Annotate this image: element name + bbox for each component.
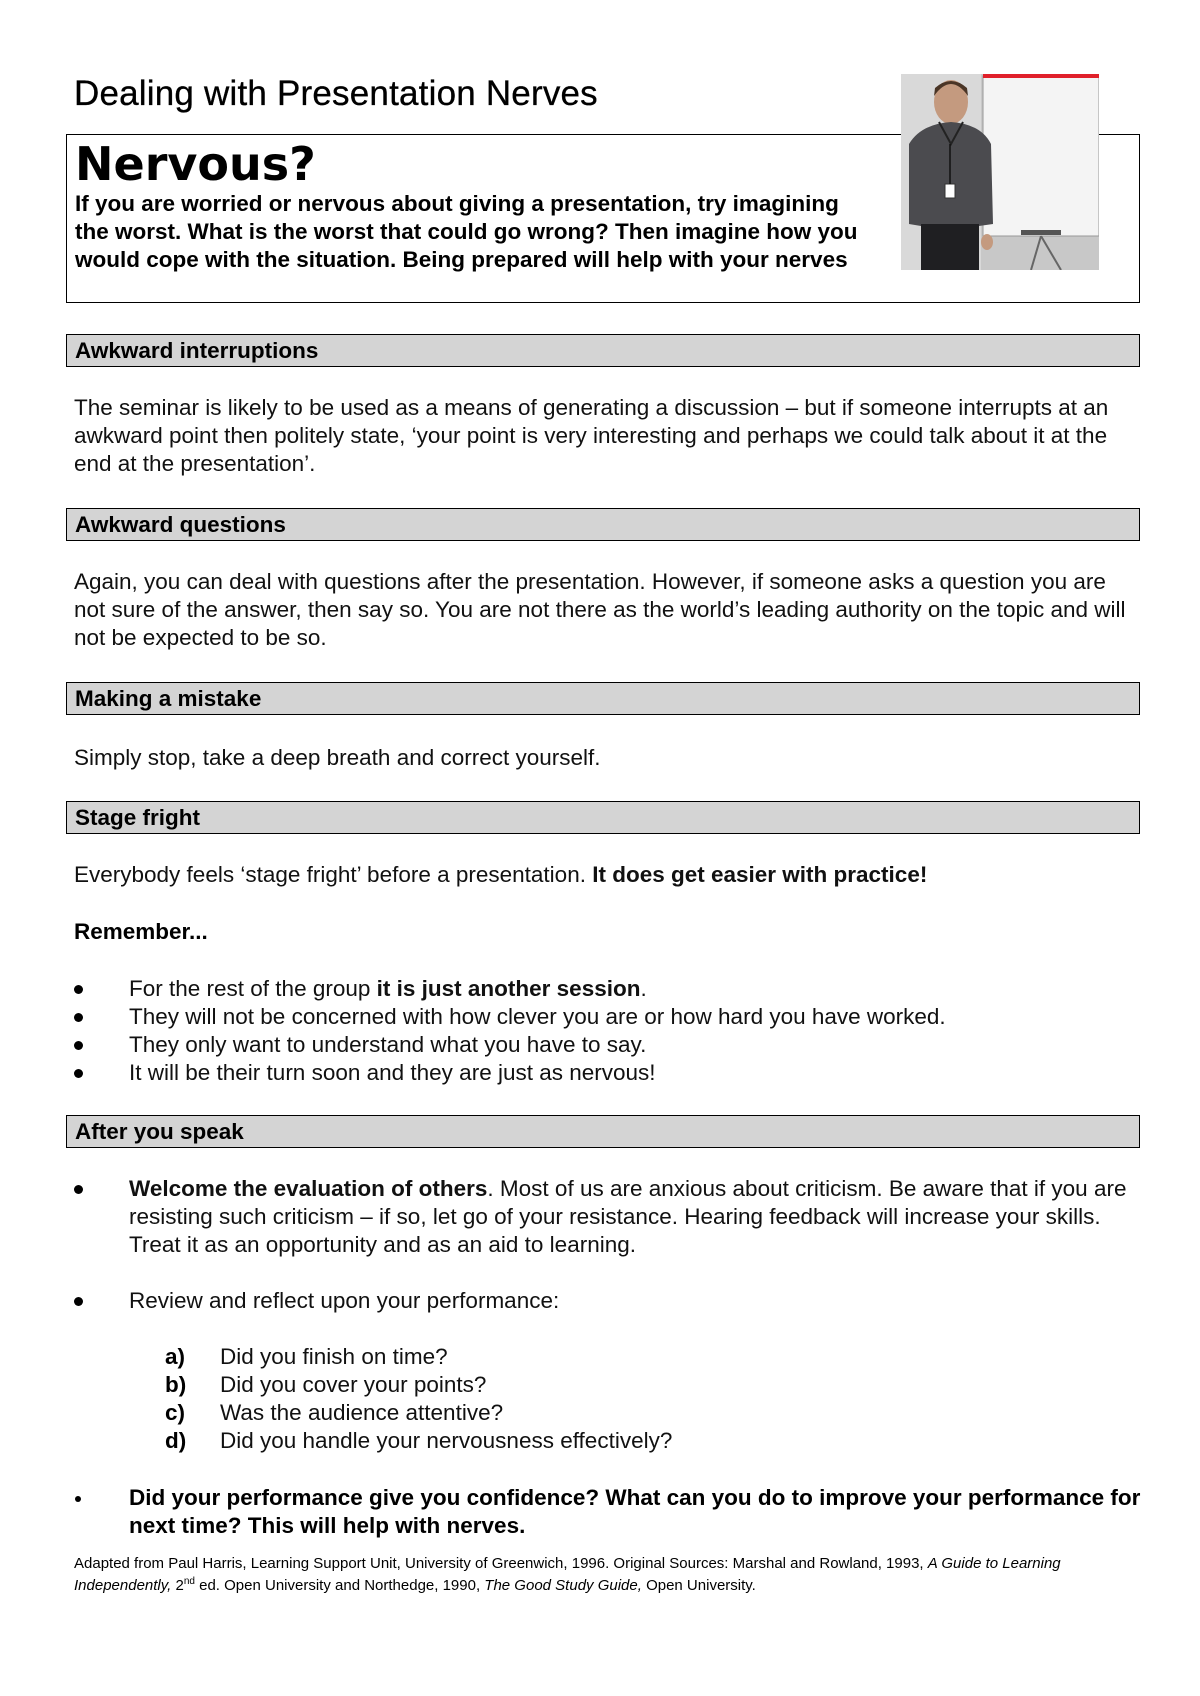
after-bullet-1 [74, 1175, 1144, 1259]
item-letter: c) [165, 1400, 186, 1425]
section-body-stage-fright [74, 861, 1134, 889]
after-bullet-2 [74, 1287, 1144, 1315]
list-item [74, 1287, 1144, 1315]
item-text: Did you cover your points? [220, 1372, 487, 1397]
item-letter: b) [165, 1372, 187, 1397]
item-text: Did you finish on time? [220, 1344, 448, 1369]
list-item [74, 1059, 1144, 1087]
section-header-interruptions [66, 334, 1140, 367]
bullet-text: They will not be concerned with how clever you are or how hard you have worked. [129, 1004, 946, 1029]
list-item [74, 1175, 1144, 1259]
section-heading: Stage fright [75, 805, 201, 830]
bullet-text: For the rest of the group [129, 976, 377, 1001]
bullet-icon [74, 1297, 83, 1306]
bullet-text-after: . [640, 976, 647, 1001]
list-item [74, 975, 1144, 1003]
bullet-icon [74, 985, 83, 994]
list-item [165, 1371, 672, 1399]
section-heading: Making a mistake [75, 686, 262, 711]
review-questions-list [165, 1343, 672, 1455]
section-body-questions: Again, you can deal with questions after the presentation. However, if someone asks a question you are not sure of the answer, then say so. You are not there as the world’s leading authority on the topic and will not be expected to be so. [74, 569, 1126, 650]
footnote-text: ed. Open University and Northedge, 1990, [194, 1577, 485, 1594]
stage-fright-bold: It does get easier with practice! [592, 862, 928, 887]
list-item [74, 1031, 1144, 1059]
footnote-title: The Good Study Guide, [484, 1577, 642, 1594]
item-letter: a) [165, 1344, 186, 1369]
item-letter: d) [165, 1428, 187, 1453]
presenter-photo [901, 74, 1099, 270]
footnote-text: Open University. [641, 1577, 756, 1594]
bullet-icon [74, 1041, 83, 1050]
after-bullet-3 [74, 1484, 1144, 1540]
footnote-text: Adapted from Paul Harris, Learning Support Unit, University of Greenwich, 1996. Original Sources: Marshal and Rowland, 1993, [74, 1555, 928, 1572]
list-item [165, 1399, 672, 1427]
footnote-text: 2 [171, 1577, 184, 1594]
bullet-text: Did your performance give you confidence? What can you do to improve your performance for next time? This will help with nerves. [129, 1485, 1141, 1538]
bullet-text: They only want to understand what you have to say. [129, 1032, 647, 1057]
bullet-icon [75, 1496, 81, 1502]
footnote-title: A Guide to Learning Independently, [74, 1555, 1061, 1594]
remember-label: Remember... [74, 919, 208, 944]
item-text: Was the audience attentive? [220, 1400, 504, 1425]
section-heading: After you speak [75, 1119, 244, 1144]
intro-text: If you are worried or nervous about giving a presentation, try imagining the worst. What is the worst that could go wrong? Then imagine how you would cope with the situation. Being prepared will help with your nerves [75, 191, 858, 272]
bullet-text: . Most of us are anxious about criticism. Be aware that if you are resisting such criticism – if so, let go of your resistance. Hearing feedback will increase your skills. Treat it as an opportunity and as an aid to learning. [129, 1176, 1127, 1257]
bullet-icon [74, 1069, 83, 1078]
stage-fright-plain: Everybody feels ‘stage fright’ before a presentation. [74, 862, 593, 887]
section-header-stage-fright [66, 801, 1140, 834]
bullet-icon [74, 1185, 83, 1194]
item-text: Did you handle your nervousness effectively? [220, 1428, 673, 1453]
list-item [74, 1484, 1144, 1540]
bullet-text: It will be their turn soon and they are just as nervous! [129, 1060, 656, 1085]
section-heading: Awkward questions [75, 512, 286, 537]
list-item [165, 1427, 672, 1455]
bullet-icon [74, 1013, 83, 1022]
bullet-text: Review and reflect upon your performance: [129, 1288, 560, 1313]
page-title: Dealing with Presentation Nerves [74, 74, 598, 113]
section-body-mistake: Simply stop, take a deep breath and correct yourself. [74, 745, 601, 770]
stage-fright-bullet-list [74, 975, 1144, 1087]
list-item [74, 1003, 1144, 1031]
intro-heading: Nervous? [75, 137, 316, 191]
source-footnote [74, 1555, 1094, 1595]
presenter-photo-illustration [901, 74, 1099, 270]
section-header-after [66, 1115, 1140, 1148]
bullet-bold: it is just another session [376, 976, 641, 1001]
section-heading: Awkward interruptions [75, 338, 319, 363]
section-header-mistake [66, 682, 1140, 715]
footnote-superscript: nd [183, 1576, 195, 1587]
section-body-interruptions: The seminar is likely to be used as a means of generating a discussion – but if someone interrupts at an awkward point then politely state, ‘your point is very interesting and perhaps we could talk about it at the end at the presentation’. [74, 395, 1109, 476]
list-item [165, 1343, 672, 1371]
bullet-bold: Welcome the evaluation of others [129, 1176, 488, 1201]
section-header-questions [66, 508, 1140, 541]
